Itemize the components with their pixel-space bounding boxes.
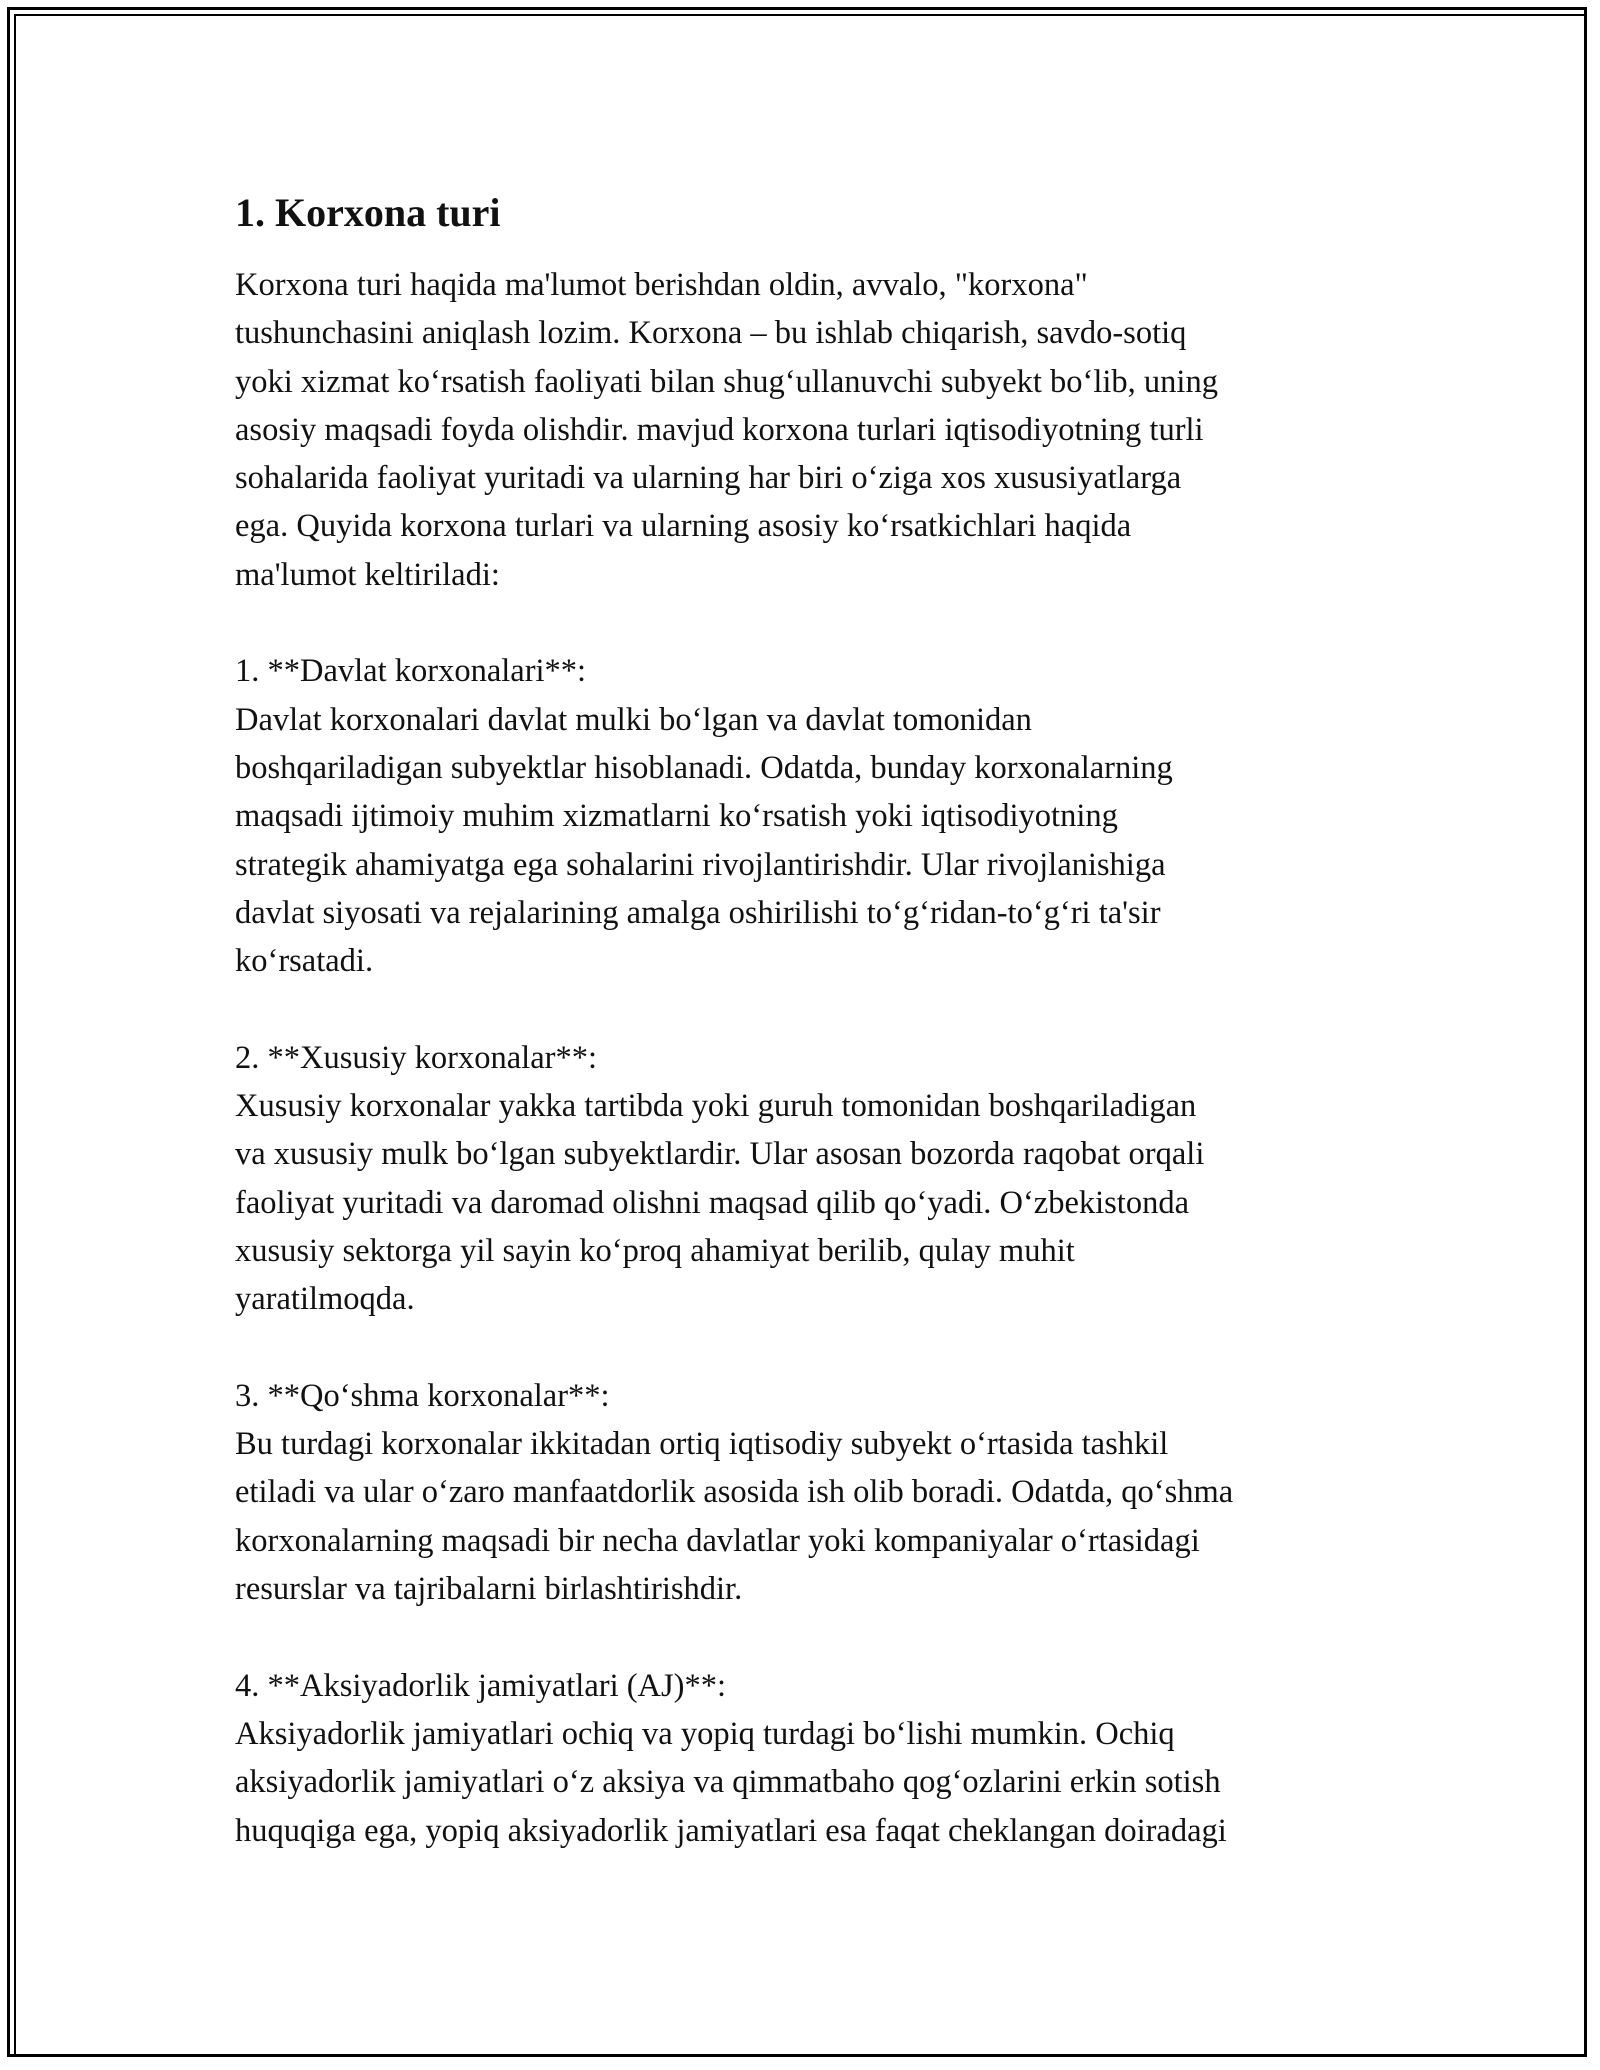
section-heading-davlat: 1. **Davlat korxonalari**:	[235, 653, 587, 690]
paragraph-gap	[235, 599, 1370, 647]
paragraph-gap	[235, 1613, 1370, 1661]
document-title: 1. Korxona turi	[235, 190, 501, 235]
section-body-davlat: Davlat korxonalari davlat mulki bo‘lgan va davlat tomonidan boshqariladigan subyektlar hisoblanadi. Odatda, bunday korxonalarning maqsadi ijtimoiy muhim xizmatlarni ko‘rsatish yoki iqtisodiyotning strategik ahamiyatga ega sohalarini rivojlantirishdir. Ular rivojlanishiga davlat siyosati va rejalarining amalga oshirilishi to‘g‘ridan-to‘g‘ri ta'sir ko‘rsatadi.	[235, 701, 1173, 980]
section-body-aksiyadorlik: Aksiyadorlik jamiyatlari ochiq va yopiq turdagi bo‘lishi mumkin. Ochiq aksiyadorlik jamiyatlari o‘z aksiya va qimmatbaho qog‘ozlarini erkin sotish huquqiga ega, yopiq aksiyadorlik jamiyatlari esa faqat cheklangan doiradagi	[235, 1715, 1227, 1849]
section-heading-qoshma: 3. **Qo‘shma korxonalar**:	[235, 1377, 610, 1414]
section-heading-aksiyadorlik: 4. **Aksiyadorlik jamiyatlari (AJ)**:	[235, 1667, 727, 1704]
paragraph-gap	[235, 1324, 1370, 1372]
paragraph-gap	[235, 985, 1370, 1033]
document-body	[235, 184, 1370, 1855]
section-body-qoshma: Bu turdagi korxonalar ikkitadan ortiq iqtisodiy subyekt o‘rtasida tashkil etiladi va ular o‘zaro manfaatdorlik asosida ish olib boradi. Odatda, qo‘shma korxonalarning maqsadi bir necha davlatlar yoki kompaniyalar o‘rtasidagi resurslar va tajribalarni birlashtirishdir.	[235, 1426, 1234, 1608]
section-heading-xususiy: 2. **Xususiy korxonalar**:	[235, 1039, 597, 1076]
section-body-xususiy: Xususiy korxonalar yakka tartibda yoki guruh tomonidan boshqariladigan va xususiy mulk bo‘lgan subyektlardir. Ular asosan bozorda raqobat orqali faoliyat yuritadi va daromad olishni maqsad qilib qo‘yadi. O‘zbekistonda xususiy sektorga yil sayin ko‘proq ahamiyat berilib, qulay muhit yaratilmoqda.	[235, 1088, 1205, 1318]
intro-paragraph: Korxona turi haqida ma'lumot berishdan oldin, avvalo, "korxona" tushunchasini aniqlash lozim. Korxona – bu ishlab chiqarish, savdo-sotiq yoki xizmat ko‘rsatish faoliyati bilan shug‘ullanuvchi subyekt bo‘lib, uning asosiy maqsadi foyda olishdir. mavjud korxona turlari iqtisodiyotning turli sohalarida faoliyat yuritadi va ularning har biri o‘ziga xos xususiyatlarga ega. Quyida korxona turlari va ularning asosiy ko‘rsatkichlari haqida ma'lumot keltiriladi:	[235, 267, 1218, 593]
